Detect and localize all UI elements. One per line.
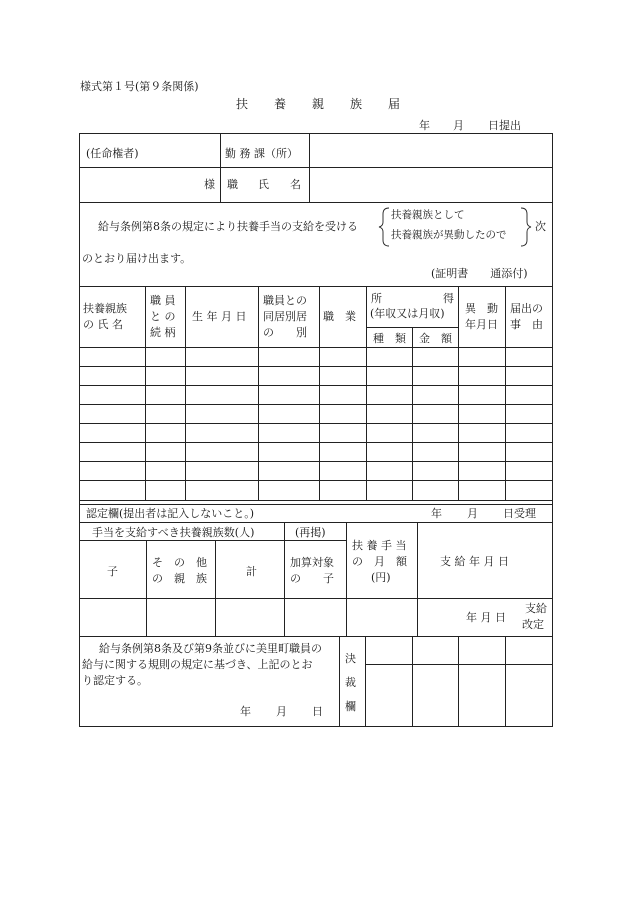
- header-cohab-2: 同居別居: [263, 310, 307, 323]
- table-cell[interactable]: [187, 463, 256, 478]
- header-change-2: 年月日: [465, 318, 498, 331]
- repost-label: (再掲): [295, 526, 326, 539]
- table-cell[interactable]: [414, 387, 456, 402]
- header-name-2: の 氏 名: [83, 318, 123, 331]
- table-cell[interactable]: [368, 349, 410, 364]
- received-month: 月: [467, 507, 478, 520]
- table-cell[interactable]: [147, 387, 183, 402]
- received-day: 日受理: [503, 507, 536, 520]
- header-job: 職 業: [323, 310, 356, 323]
- table-cell[interactable]: [260, 444, 317, 459]
- table-cell[interactable]: [368, 425, 410, 440]
- table-cell[interactable]: [187, 444, 256, 459]
- pay-date-label: 支 給 年 月 日: [440, 555, 509, 568]
- table-cell[interactable]: [81, 444, 143, 459]
- table-cell[interactable]: [321, 406, 364, 421]
- table-cell[interactable]: [460, 349, 503, 364]
- table-cell[interactable]: [414, 368, 456, 383]
- monthly-3: (円): [371, 571, 391, 584]
- table-cell[interactable]: [81, 387, 143, 402]
- monthly-1: 扶 養 手 当: [352, 539, 407, 552]
- table-cell[interactable]: [260, 406, 317, 421]
- table-cell[interactable]: [507, 482, 550, 498]
- submit-year: 年: [419, 119, 430, 132]
- table-cell[interactable]: [507, 444, 550, 459]
- table-cell[interactable]: [321, 482, 364, 498]
- staff-label-3: 名: [290, 178, 301, 191]
- table-cell[interactable]: [260, 425, 317, 440]
- table-cell[interactable]: [187, 406, 256, 421]
- table-cell[interactable]: [147, 444, 183, 459]
- appointer-label: (任命権者): [86, 147, 139, 160]
- table-cell[interactable]: [414, 406, 456, 421]
- table-cell[interactable]: [147, 482, 183, 498]
- table-cell[interactable]: [368, 368, 410, 383]
- table-cell[interactable]: [507, 349, 550, 364]
- pay-revision-1: 支給: [525, 602, 547, 615]
- header-income-sub: (年収又は月収): [370, 307, 445, 320]
- table-cell[interactable]: [260, 482, 317, 498]
- table-cell[interactable]: [321, 444, 364, 459]
- basis-year: 年: [240, 705, 251, 718]
- table-cell[interactable]: [147, 406, 183, 421]
- header-reason-2: 事 由: [510, 318, 543, 331]
- form-number: 様式第１号(第９条関係): [80, 80, 199, 93]
- header-relation-3: 続 柄: [150, 326, 176, 339]
- option-dependent: 扶養親族として: [391, 209, 465, 221]
- table-cell[interactable]: [81, 406, 143, 421]
- received-year: 年: [431, 507, 442, 520]
- table-cell[interactable]: [260, 349, 317, 364]
- statement-text-1: 給与条例第8条の規定により扶養手当の支給を受ける: [98, 220, 358, 233]
- child-label: 子: [107, 565, 118, 578]
- table-cell[interactable]: [81, 368, 143, 383]
- basis-month: 月: [276, 705, 287, 718]
- office-label: 勤 務 課（所）: [225, 147, 298, 160]
- staff-name-field[interactable]: [312, 172, 548, 198]
- statement-text-2: のとおり届け出ます。: [82, 252, 192, 265]
- table-cell[interactable]: [368, 444, 410, 459]
- header-birth: 生 年 月 日: [192, 310, 247, 323]
- header-income-amount: 金 額: [419, 332, 452, 345]
- addition-1: 加算対象: [290, 556, 334, 569]
- pay-revision-2: 改定: [522, 618, 544, 631]
- right-brace: [521, 208, 531, 246]
- total-label: 計: [246, 565, 257, 578]
- submit-month: 月: [453, 119, 464, 132]
- office-field[interactable]: [312, 138, 548, 164]
- header-change-1: 異 動: [465, 302, 498, 315]
- table-cell[interactable]: [460, 425, 503, 440]
- approval-1: 決: [345, 652, 356, 665]
- table-cell[interactable]: [321, 368, 364, 383]
- basis-day: 日: [312, 705, 323, 718]
- table-cell[interactable]: [507, 368, 550, 383]
- monthly-2: の 月 額: [352, 555, 407, 568]
- title-char: 親: [312, 97, 325, 111]
- form-title: [236, 97, 401, 112]
- header-income-1: 所: [371, 292, 382, 305]
- staff-label-1: 職: [227, 178, 238, 191]
- table-cell[interactable]: [460, 463, 503, 478]
- table-cell[interactable]: [414, 444, 456, 459]
- table-cell[interactable]: [414, 463, 456, 478]
- title-char: 届: [388, 97, 401, 111]
- header-reason-1: 届出の: [510, 302, 543, 315]
- table-cell[interactable]: [507, 406, 550, 421]
- sama-label: 様: [204, 178, 215, 191]
- table-cell[interactable]: [321, 463, 364, 478]
- table-cell[interactable]: [147, 463, 183, 478]
- table-cell[interactable]: [187, 368, 256, 383]
- table-cell[interactable]: [321, 349, 364, 364]
- table-cell[interactable]: [81, 482, 143, 498]
- table-cell[interactable]: [147, 425, 183, 440]
- table-cell[interactable]: [187, 349, 256, 364]
- table-cell[interactable]: [81, 425, 143, 440]
- approval-3: 欄: [345, 700, 356, 713]
- table-cell[interactable]: [414, 349, 456, 364]
- header-cohab-1: 職員との: [263, 294, 307, 307]
- other-relatives-1: そ の 他: [152, 556, 207, 569]
- pay-ymd: 年 月 日: [466, 611, 506, 624]
- table-cell[interactable]: [187, 387, 256, 402]
- table-cell[interactable]: [460, 444, 503, 459]
- table-cell[interactable]: [321, 425, 364, 440]
- table-cell[interactable]: [260, 463, 317, 478]
- header-relation-2: と の: [150, 310, 176, 323]
- table-cell[interactable]: [147, 368, 183, 383]
- attachment-note: (証明書 通添付): [431, 267, 528, 280]
- table-cell[interactable]: [460, 406, 503, 421]
- header-relation-1: 職 員: [150, 294, 176, 307]
- staff-label-2: 氏: [258, 178, 269, 191]
- header-cohab-3: の 別: [263, 326, 307, 339]
- header-income-2: 得: [443, 292, 454, 305]
- left-brace: [379, 208, 389, 246]
- table-cell[interactable]: [460, 387, 503, 402]
- certification-label: 認定欄(提出者は記入しないこと。): [86, 507, 255, 520]
- submit-day: 日提出: [488, 119, 521, 132]
- table-cell[interactable]: [368, 463, 410, 478]
- table-cell[interactable]: [507, 425, 550, 440]
- approval-2: 裁: [345, 676, 356, 689]
- header-name-1: 扶養親族: [83, 302, 127, 315]
- table-cell[interactable]: [414, 482, 456, 498]
- basis-line-3: り認定する。: [82, 674, 148, 687]
- table-cell[interactable]: [368, 406, 410, 421]
- title-char: 族: [350, 97, 363, 111]
- table-cell[interactable]: [260, 368, 317, 383]
- table-cell[interactable]: [81, 349, 143, 364]
- title-char: 扶: [236, 97, 249, 111]
- basis-line-1: 給与条例第8条及び第9条並びに美里町職員の: [99, 642, 322, 655]
- table-cell[interactable]: [321, 387, 364, 402]
- table-cell[interactable]: [260, 387, 317, 402]
- table-cell[interactable]: [460, 368, 503, 383]
- option-change: 扶養親族が異動したので: [391, 229, 507, 241]
- table-cell[interactable]: [368, 387, 410, 402]
- title-char: 養: [274, 97, 287, 111]
- table-cell[interactable]: [414, 425, 456, 440]
- table-cell[interactable]: [460, 482, 503, 498]
- header-income-type: 種 類: [373, 332, 406, 345]
- table-cell[interactable]: [81, 463, 143, 478]
- table-cell[interactable]: [147, 349, 183, 364]
- table-cell[interactable]: [507, 387, 550, 402]
- basis-line-2: 給与に関する規則の規定に基づき、上記のとお: [82, 658, 313, 671]
- count-header: 手当を支給すべき扶養親族数(人): [92, 526, 255, 539]
- other-relatives-2: の 親 族: [152, 572, 207, 585]
- table-cell[interactable]: [187, 482, 256, 498]
- addition-2: の 子: [290, 572, 334, 585]
- table-cell[interactable]: [368, 482, 410, 498]
- table-cell[interactable]: [507, 463, 550, 478]
- table-cell[interactable]: [187, 425, 256, 440]
- statement-next: 次: [535, 220, 546, 233]
